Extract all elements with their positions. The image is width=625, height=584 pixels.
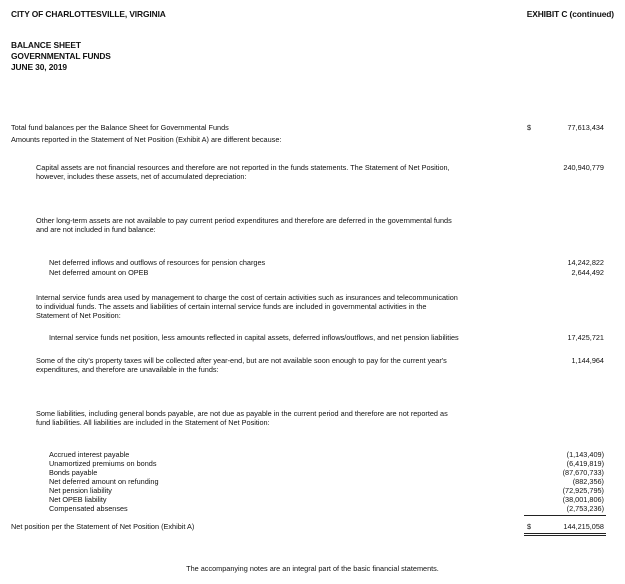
- liability-label: Net OPEB liability: [49, 495, 107, 504]
- liabilities-line2: fund liabilities. All liabilities are included in the Statement of Net Position:: [36, 418, 270, 427]
- internal-service-item-amount: 17,425,721: [567, 333, 604, 342]
- capital-assets-line1: Capital assets are not financial resources and therefore are not reported in the funds statements. The Statement of Net Position,: [36, 163, 450, 172]
- liability-amount: (1,143,409): [566, 450, 604, 459]
- liability-amount: (38,001,806): [562, 495, 604, 504]
- capital-assets-amount: 240,940,779: [563, 163, 604, 172]
- total-double-rule-bottom: [524, 535, 606, 536]
- pension-deferred-label: Net deferred inflows and outflows of resources for pension charges: [49, 258, 266, 267]
- liability-label: Net deferred amount on refunding: [49, 477, 159, 486]
- liability-amount: (6,419,819): [566, 459, 604, 468]
- net-position-amount: 144,215,058: [563, 522, 604, 531]
- total-fund-balances-amount: 77,613,434: [567, 123, 604, 132]
- liability-amount: (882,356): [572, 477, 604, 486]
- fund-type: GOVERNMENTAL FUNDS: [11, 51, 111, 61]
- internal-service-line3: Statement of Net Position:: [36, 311, 121, 320]
- subtotal-rule: [524, 515, 606, 516]
- liabilities-line1: Some liabilities, including general bonds payable, are not due as payable in the current period and therefore are not reported as: [36, 409, 448, 418]
- net-position-label: Net position per the Statement of Net Position (Exhibit A): [11, 522, 195, 531]
- statement-title: BALANCE SHEET: [11, 40, 81, 50]
- property-taxes-amount: 1,144,964: [571, 356, 604, 365]
- liability-label: Unamortized premiums on bonds: [49, 459, 157, 468]
- other-long-term-line1: Other long-term assets are not available to pay current period expenditures and therefore are deferred in the governmental funds: [36, 216, 452, 225]
- capital-assets-line2: however, includes these assets, net of accumulated depreciation:: [36, 172, 247, 181]
- total-double-rule-top: [524, 533, 606, 534]
- property-taxes-line1: Some of the city's property taxes will be collected after year-end, but are not available soon enough to pay for the current year's: [36, 356, 447, 365]
- liability-amount: (2,753,236): [566, 504, 604, 513]
- total-fund-balances-dollar: $: [527, 123, 532, 132]
- liability-amount: (72,925,795): [562, 486, 604, 495]
- opeb-deferred-amount: 2,644,492: [571, 268, 604, 277]
- internal-service-item-label: Internal service funds net position, less amounts reflected in capital assets, deferred inflows/outflows, and net pension liabilities: [49, 333, 459, 342]
- liability-label: Bonds payable: [49, 468, 98, 477]
- net-position-dollar: $: [527, 522, 532, 531]
- statement-date: JUNE 30, 2019: [11, 62, 67, 72]
- footer-note: The accompanying notes are an integral part of the basic financial statements.: [186, 564, 439, 573]
- exhibit-label: EXHIBIT C (continued): [526, 9, 614, 19]
- liability-amount: (87,670,733): [562, 468, 604, 477]
- internal-service-line1: Internal service funds area used by management to charge the cost of certain activities such as insurances and telecommunication: [36, 293, 458, 302]
- internal-service-line2: to individual funds. The assets and liabilities of certain internal service funds are included in governmental activities in the: [36, 302, 427, 311]
- property-taxes-line2: expenditures, and therefore are unavailable in the funds:: [36, 365, 219, 374]
- amounts-reported-intro: Amounts reported in the Statement of Net Position (Exhibit A) are different because:: [11, 135, 282, 144]
- entity-name: CITY OF CHARLOTTESVILLE, VIRGINIA: [11, 9, 166, 19]
- liability-label: Compensated absenses: [49, 504, 128, 513]
- other-long-term-line2: and are not included in fund balance:: [36, 225, 156, 234]
- liability-label: Accrued interest payable: [49, 450, 130, 459]
- opeb-deferred-label: Net deferred amount on OPEB: [49, 268, 149, 277]
- pension-deferred-amount: 14,242,822: [567, 258, 604, 267]
- total-fund-balances-label: Total fund balances per the Balance Sheet for Governmental Funds: [11, 123, 229, 132]
- liability-label: Net pension liability: [49, 486, 112, 495]
